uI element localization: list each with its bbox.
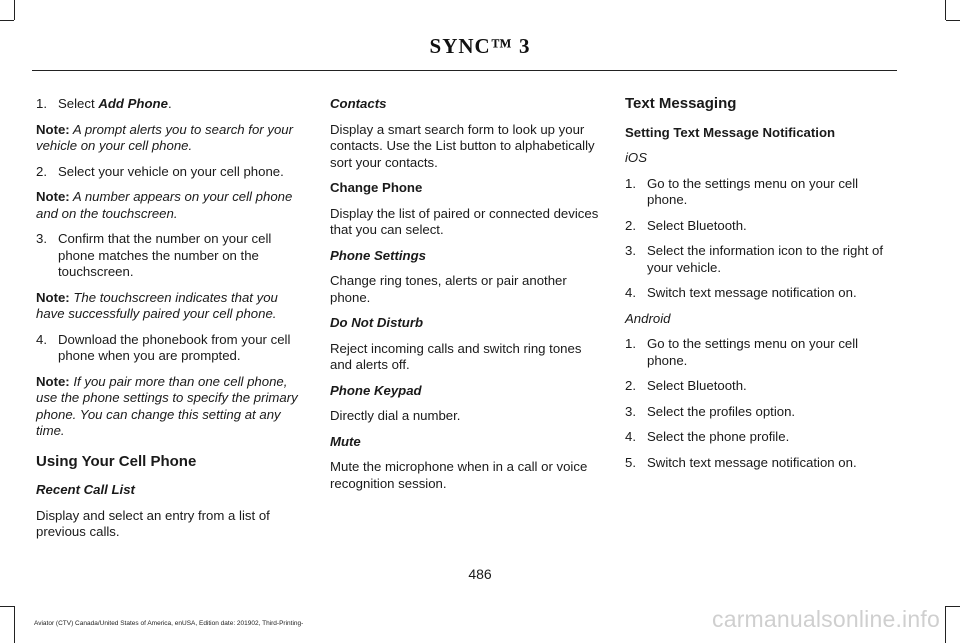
column-left bbox=[36, 96, 308, 550]
paragraph: Display the list of paired or connected devices that you can select. bbox=[330, 205, 599, 237]
paragraph: Directly dial a number. bbox=[330, 408, 461, 423]
subheading: Change Phone bbox=[330, 180, 423, 195]
subheading: Recent Call List bbox=[36, 482, 135, 497]
paragraph: Reject incoming calls and switch ring tones and alerts off. bbox=[330, 340, 582, 372]
subheading: Phone Keypad bbox=[330, 382, 422, 398]
android-step: 3. Select the profiles option. bbox=[625, 403, 796, 419]
paragraph: Display and select an entry from a list of previous calls. bbox=[36, 507, 270, 539]
subheading: Setting Text Message Notification bbox=[625, 124, 836, 140]
ios-step: 4. Switch text message notification on. bbox=[625, 285, 857, 300]
note: Note: The touchscreen indicates that you have successfully paired your cell phone. bbox=[36, 289, 278, 321]
crop-mark-bottom-right-h bbox=[946, 606, 960, 607]
note: Note: A prompt alerts you to search for your vehicle on your cell phone. bbox=[36, 121, 294, 153]
page-title: SYNC™ 3 bbox=[429, 34, 531, 58]
note: Note: A number appears on your cell phone and on the touchscreen. bbox=[36, 189, 293, 221]
section-heading: Using Your Cell Phone bbox=[36, 452, 197, 470]
paragraph: Display a smart search form to look up your contacts. Use the List button to alphabetically sort your contacts. bbox=[330, 121, 595, 170]
android-step: 5. Switch text message notification on. bbox=[625, 454, 857, 470]
column-right bbox=[625, 96, 897, 480]
ios-step: 3. Select the information icon to the right of your vehicle. bbox=[625, 243, 884, 275]
crop-mark-top-right-h bbox=[946, 20, 960, 21]
paragraph: Mute the microphone when in a call or voice recognition session. bbox=[330, 459, 588, 491]
step-3: 3. Confirm that the number on your cell phone matches the number on the touchscreen. bbox=[36, 231, 272, 279]
watermark: carmanualsonline.info bbox=[712, 606, 940, 632]
subheading: Phone Settings bbox=[330, 247, 426, 263]
crop-mark-top-left-h bbox=[0, 20, 14, 21]
page-number: 486 bbox=[468, 566, 492, 582]
column-middle bbox=[330, 96, 602, 501]
ios-step: 1. Go to the settings menu on your cell phone. bbox=[625, 175, 859, 207]
crop-mark-top-right-v bbox=[945, 0, 946, 20]
step-4: 4. Download the phonebook from your cell phone when you are prompted. bbox=[36, 331, 291, 363]
add-phone-option: Add Phone bbox=[98, 96, 168, 111]
ios-step: 2. Select Bluetooth. bbox=[625, 217, 747, 233]
ios-label: iOS bbox=[625, 150, 647, 165]
android-step: 4. Select the phone profile. bbox=[625, 429, 790, 444]
subheading: Do Not Disturb bbox=[330, 315, 424, 330]
android-label: Android bbox=[625, 310, 671, 326]
crop-mark-bottom-right-v bbox=[945, 606, 946, 643]
paragraph: Change ring tones, alerts or pair another phone. bbox=[330, 273, 567, 305]
note: Note: If you pair more than one cell phone, use the phone settings to specify the primary phone. You can change this setting at any time. bbox=[36, 373, 298, 438]
crop-mark-bottom-left-v bbox=[14, 606, 15, 643]
footer-edition: Aviator (CTV) Canada/United States of America, enUSA, Edition date: 201902, Third-Printing- bbox=[34, 620, 304, 627]
header-divider bbox=[32, 70, 897, 71]
crop-mark-bottom-left-h bbox=[0, 606, 14, 607]
step-2: 2. Select your vehicle on your cell phone. bbox=[36, 163, 284, 179]
android-step: 2. Select Bluetooth. bbox=[625, 378, 747, 393]
step-1: 1. Select Add Phone. bbox=[36, 96, 172, 111]
android-step: 1. Go to the settings menu on your cell phone. bbox=[625, 336, 859, 368]
crop-mark-top-left-v bbox=[14, 0, 15, 20]
subheading: Mute bbox=[330, 433, 361, 449]
subheading: Contacts bbox=[330, 96, 387, 111]
section-heading: Text Messaging bbox=[625, 95, 737, 112]
